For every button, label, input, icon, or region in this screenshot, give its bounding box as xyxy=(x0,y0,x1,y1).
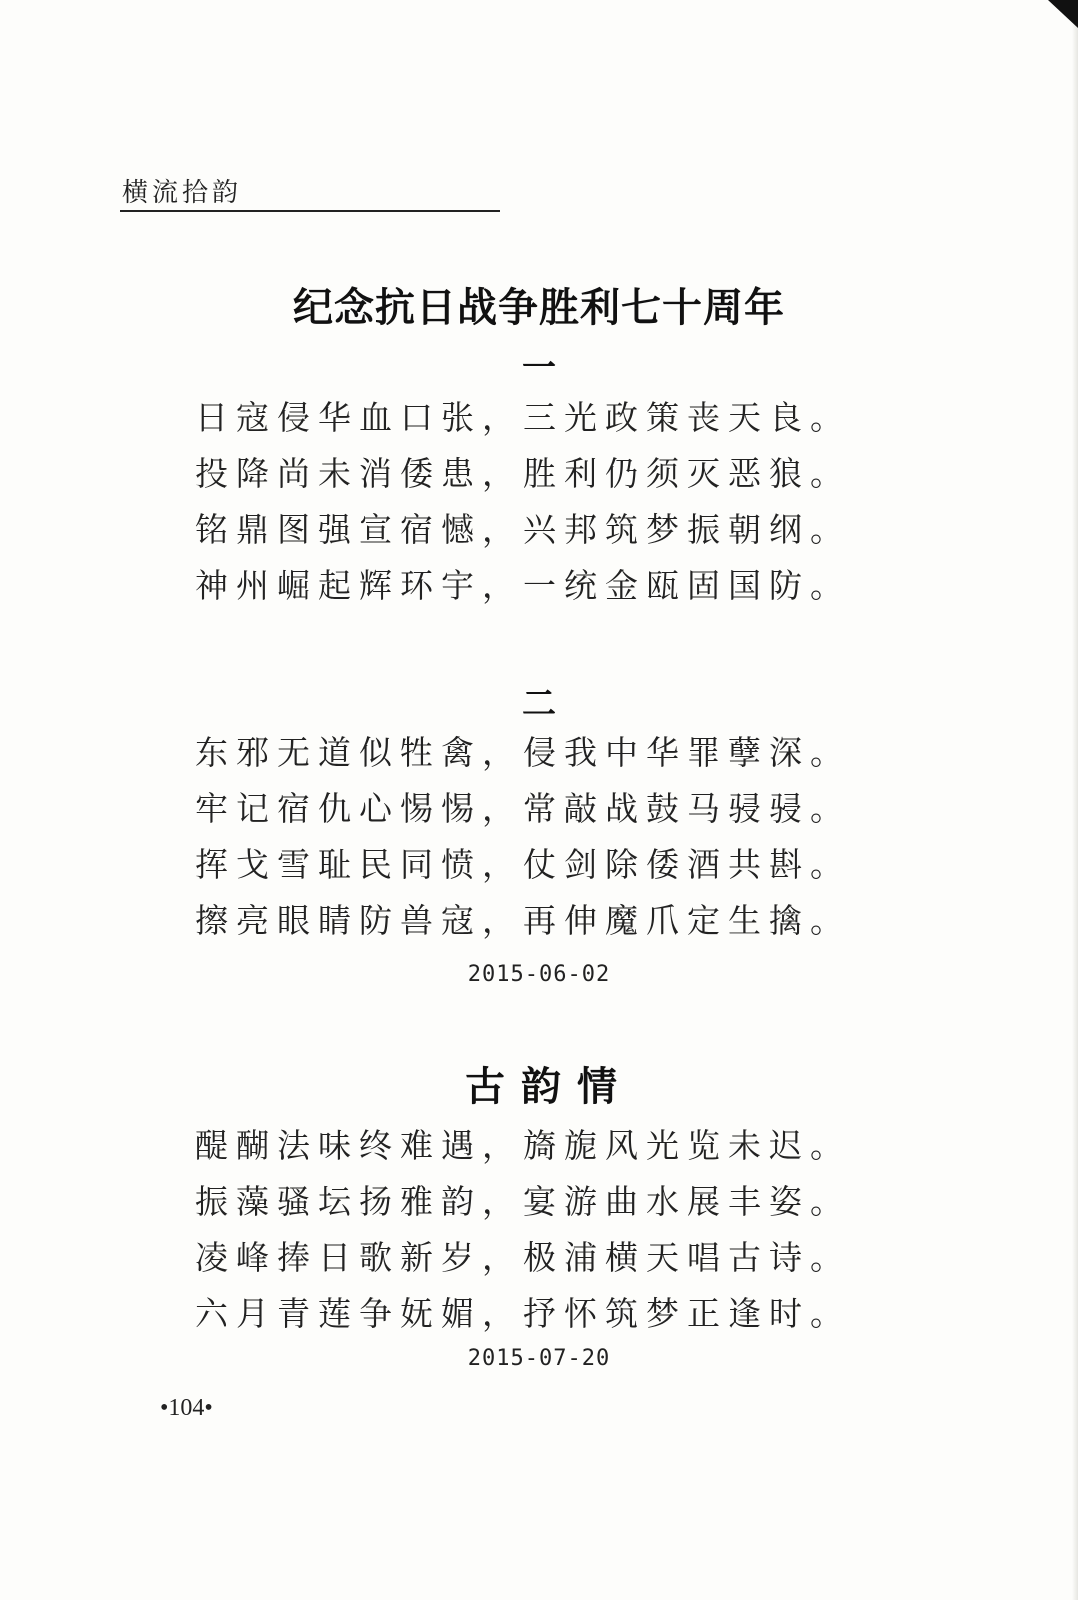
poem-line: 东邪无道似牲禽，侵我中华罪孽深。 xyxy=(195,733,851,772)
header-rule xyxy=(120,210,500,212)
poem-line: 神州崛起辉环宇，一统金瓯固国防。 xyxy=(195,566,851,605)
poem1-part1-lines xyxy=(195,390,855,614)
poem-line: 醍醐法味终难遇，旖旎风光览未迟。 xyxy=(195,1126,851,1165)
poem2-lines xyxy=(195,1118,855,1342)
poem-line: 挥戈雪耻民同愤，仗剑除倭酒共斟。 xyxy=(195,845,851,884)
poem-line: 擦亮眼睛防兽寇，再伸魔爪定生擒。 xyxy=(195,901,851,940)
scan-corner-shadow xyxy=(1048,0,1078,28)
poem-line: 日寇侵华血口张，三光政策丧天良。 xyxy=(195,398,851,437)
poem1-title: 纪念抗日战争胜利七十周年 xyxy=(293,285,785,331)
poem1-part1-number: 一 xyxy=(522,348,556,388)
page-number: •104• xyxy=(160,1395,213,1421)
poem2-date: 2015-07-20 xyxy=(467,1346,611,1371)
running-header-book-title: 横流拾韵 xyxy=(122,178,243,208)
poem1-part2-lines xyxy=(195,725,855,949)
poem-line: 铭鼎图强宣宿憾，兴邦筑梦振朝纲。 xyxy=(195,510,851,549)
poem1-part2-number: 二 xyxy=(522,684,556,724)
poem-line: 六月青莲争妩媚，抒怀筑梦正逢时。 xyxy=(195,1294,851,1333)
poem2-title: 古韵情 xyxy=(465,1064,633,1110)
poem-line: 投降尚未消倭患，胜利仍须灭恶狼。 xyxy=(195,454,851,493)
poem-line: 振藻骚坛扬雅韵，宴游曲水展丰姿。 xyxy=(195,1182,851,1221)
poem-line: 牢记宿仇心惕惕，常敲战鼓马骎骎。 xyxy=(195,789,851,828)
poem-line: 凌峰捧日歌新岁，极浦横天唱古诗。 xyxy=(195,1238,851,1277)
poem1-date: 2015-06-02 xyxy=(467,962,611,987)
